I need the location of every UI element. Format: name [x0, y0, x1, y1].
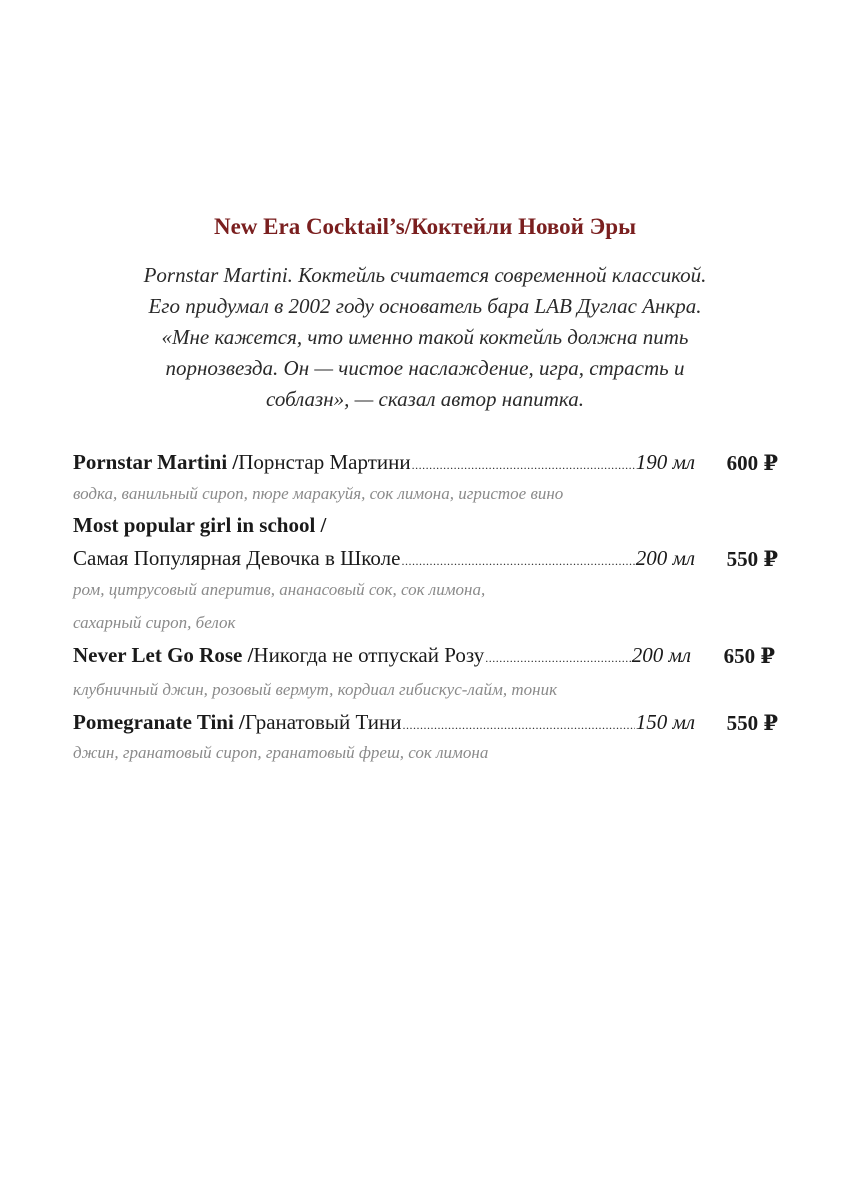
- item-description: сахарный сироп, белок: [73, 613, 236, 632]
- item-name-ru: Гранатовый Тини: [244, 710, 402, 734]
- item-name-en: Most popular girl in school /: [73, 513, 327, 537]
- item-name-ru: Порнстар Мартини: [238, 450, 411, 474]
- intro-text: [0, 260, 850, 415]
- menu-item-pomegranate-tini: [73, 710, 701, 736]
- item-volume: 200 мл: [635, 546, 695, 570]
- item-name-en: Pornstar Martini /: [73, 450, 239, 474]
- menu-item-most-popular-girl: [73, 513, 326, 539]
- item-name-ru: Самая Популярная Девочка в Школе: [73, 546, 401, 570]
- item-price: 550 ₽: [726, 547, 778, 571]
- intro-line: Pornstar Martini. Коктейль считается современной классикой.: [143, 263, 707, 287]
- item-description: водка, ванильный сироп, пюре маракуйя, сок лимона, игристое вино: [73, 484, 564, 503]
- item-description: ром, цитрусовый аперитив, ананасовый сок, сок лимона,: [73, 580, 486, 599]
- item-volume: 200 мл: [631, 643, 691, 667]
- item-name-en: Pomegranate Tini /: [73, 710, 245, 734]
- item-price: 550 ₽: [726, 711, 778, 735]
- item-volume: 190 мл: [635, 450, 695, 474]
- menu-item-never-let-go-rose: [73, 643, 697, 669]
- dot-leader: [401, 554, 634, 569]
- menu-item-most-popular-girl-ru: [73, 546, 701, 572]
- dot-leader: [485, 651, 630, 666]
- item-price: 650 ₽: [723, 644, 775, 668]
- intro-line: Его придумал в 2002 году основатель бара LAB Дуглас Анкра.: [148, 294, 702, 318]
- dot-leader: [412, 458, 635, 473]
- menu-item-pornstar-martini: [73, 450, 701, 476]
- item-volume: 150 мл: [635, 710, 695, 734]
- item-description: клубничный джин, розовый вермут, кордиал гибискус-лайм, тоник: [73, 680, 558, 699]
- item-description: джин, гранатовый сироп, гранатовый фреш, сок лимона: [73, 743, 489, 762]
- item-price: 600 ₽: [726, 451, 778, 475]
- intro-line: соблазн», — сказал автор напитка.: [266, 387, 584, 411]
- item-name-en: Never Let Go Rose /: [73, 643, 254, 667]
- item-name-ru: Никогда не отпускай Розу: [253, 643, 485, 667]
- section-title: New Era Cocktail’s/Коктейли Новой Эры: [213, 214, 637, 239]
- intro-line: «Мне кажется, что именно такой коктейль должна пить: [161, 325, 689, 349]
- dot-leader: [402, 718, 634, 733]
- intro-line: порнозвезда. Он — чистое наслаждение, игра, страсть и: [165, 356, 685, 380]
